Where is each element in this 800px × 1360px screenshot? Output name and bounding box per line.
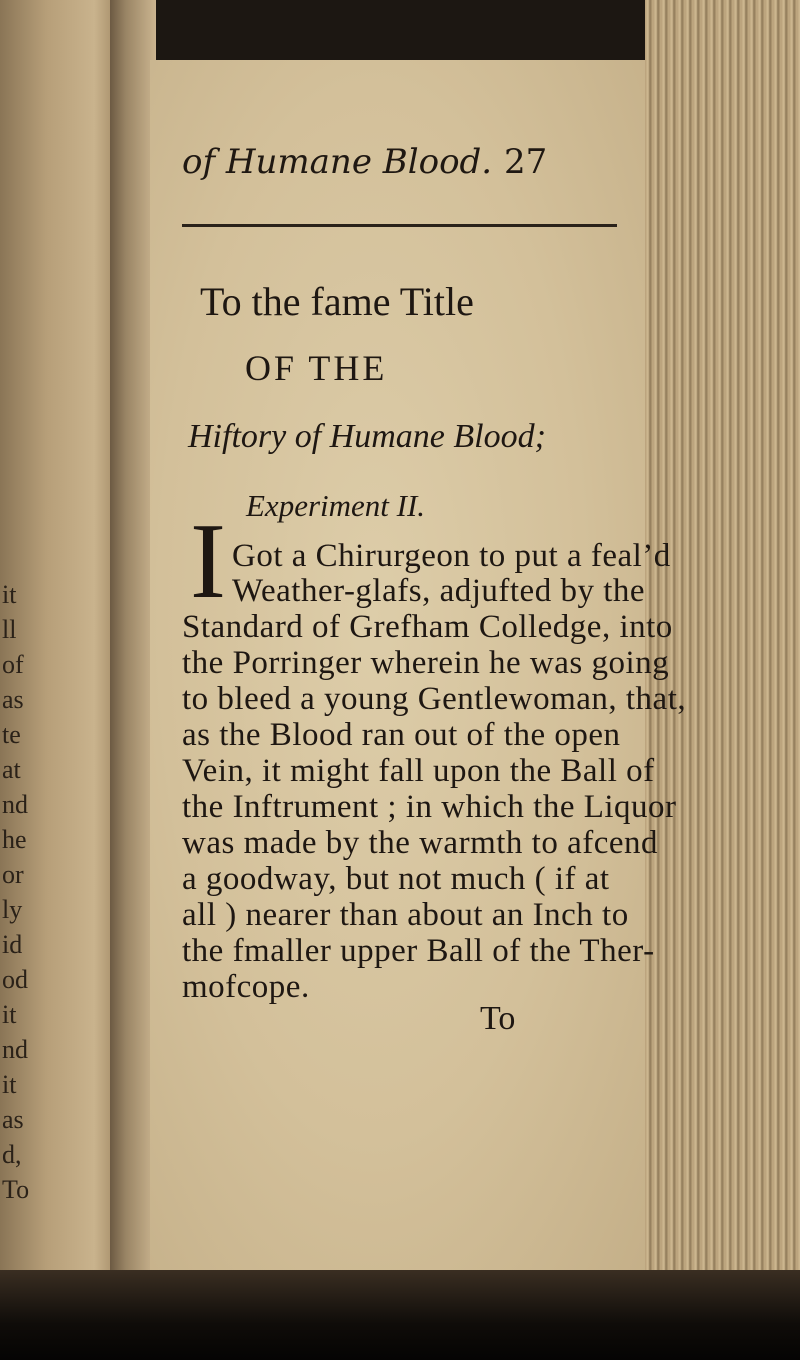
body-line: mofcope.: [182, 969, 310, 1005]
margin-fragment: at: [2, 755, 21, 784]
margin-fragment: it: [2, 580, 17, 609]
heading-line-2: OF THE: [245, 348, 388, 388]
body-line: the fmaller upper Ball of the Ther-: [182, 933, 655, 969]
margin-fragment: as: [2, 1105, 24, 1134]
body-line: Vein, it might fall upon the Ball of: [182, 753, 655, 789]
margin-fragment: ll: [2, 615, 17, 644]
margin-fragment: To: [2, 1175, 30, 1204]
margin-fragment: of: [2, 650, 24, 679]
head-rule: [182, 224, 617, 227]
body-line: was made by the warmth to afcend: [182, 825, 659, 861]
running-head: [182, 142, 582, 192]
margin-fragment: it: [2, 1000, 17, 1029]
margin-fragment: d,: [2, 1140, 22, 1169]
catchword: To: [480, 1000, 516, 1037]
margin-fragment: ly: [2, 895, 23, 924]
heading-line-4: Experiment II.: [246, 488, 426, 523]
margin-fragment: as: [2, 685, 24, 714]
body-line: Weather-glafs, adjufted by the: [232, 573, 646, 609]
page-number: 27: [504, 142, 548, 182]
margin-fragment: te: [2, 720, 21, 749]
previous-page-edge: [0, 0, 118, 1360]
margin-fragment: od: [2, 965, 28, 994]
body-line: as the Blood ran out of the open: [182, 717, 621, 753]
running-head-title: of Humane Blood.: [182, 142, 493, 182]
margin-fragment: it: [2, 1070, 17, 1099]
heading-line-1: To the fame Title: [200, 279, 474, 324]
body-line: Standard of Grefham Colledge, into: [182, 609, 673, 645]
body-line: the Inftrument ; in which the Liquor: [182, 789, 677, 825]
body-line: the Porringer wherein he was going: [182, 645, 670, 681]
margin-fragment: id: [2, 930, 23, 959]
body-line: to bleed a young Gentlewoman, that,: [182, 681, 687, 717]
body-line: Got a Chirurgeon to put a feal’d: [232, 538, 671, 574]
margin-fragment: he: [2, 825, 27, 854]
margin-fragment: nd: [2, 1035, 28, 1064]
heading-line-3: Hiftory of Humane Blood;: [188, 418, 546, 455]
margin-fragment: or: [2, 860, 24, 889]
margin-fragment: nd: [2, 790, 28, 819]
body-line: a goodway, but not much ( if at: [182, 861, 610, 897]
bottom-shadow: [0, 1270, 800, 1360]
body-line: all ) nearer than about an Inch to: [182, 897, 629, 933]
drop-cap: I: [190, 502, 226, 621]
